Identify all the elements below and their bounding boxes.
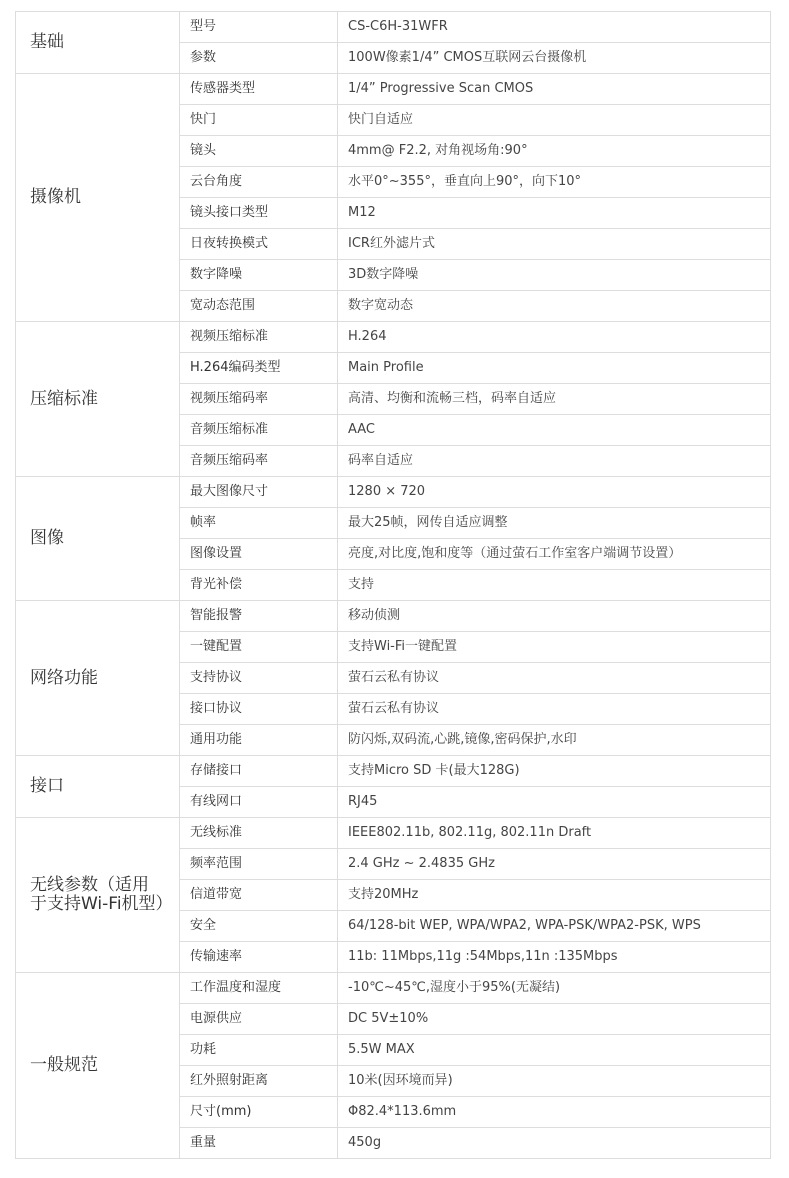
spec-name: 视频压缩码率 xyxy=(180,384,338,415)
spec-name: 传输速率 xyxy=(180,942,338,973)
spec-value: 3D数字降噪 xyxy=(338,260,771,291)
spec-row xyxy=(16,74,771,105)
spec-category: 压缩标准 xyxy=(16,322,180,477)
spec-name: 安全 xyxy=(180,911,338,942)
spec-value: 支持Wi-Fi一键配置 xyxy=(338,632,771,663)
spec-name: 参数 xyxy=(180,43,338,74)
spec-name: 快门 xyxy=(180,105,338,136)
spec-name: 日夜转换模式 xyxy=(180,229,338,260)
spec-row xyxy=(16,322,771,353)
spec-name: 图像设置 xyxy=(180,539,338,570)
spec-value: Main Profile xyxy=(338,353,771,384)
spec-value: Φ82.4*113.6mm xyxy=(338,1097,771,1128)
spec-value: 10米(因环境而异) xyxy=(338,1066,771,1097)
spec-name: 数字降噪 xyxy=(180,260,338,291)
spec-value: CS-C6H-31WFR xyxy=(338,12,771,43)
spec-value: 萤石云私有协议 xyxy=(338,694,771,725)
spec-name: 信道带宽 xyxy=(180,880,338,911)
spec-value: H.264 xyxy=(338,322,771,353)
spec-value: 移动侦测 xyxy=(338,601,771,632)
spec-category: 一般规范 xyxy=(16,973,180,1159)
spec-name: 功耗 xyxy=(180,1035,338,1066)
spec-name: 音频压缩码率 xyxy=(180,446,338,477)
spec-name: 红外照射距离 xyxy=(180,1066,338,1097)
spec-category: 基础 xyxy=(16,12,180,74)
spec-category: 无线参数（适用于支持Wi-Fi机型） xyxy=(16,818,180,973)
spec-value: -10℃~45℃,湿度小于95%(无凝结) xyxy=(338,973,771,1004)
spec-name: H.264编码类型 xyxy=(180,353,338,384)
spec-name: 最大图像尺寸 xyxy=(180,477,338,508)
spec-table-container xyxy=(15,11,770,1159)
spec-name: 无线标准 xyxy=(180,818,338,849)
spec-name: 重量 xyxy=(180,1128,338,1159)
spec-name: 接口协议 xyxy=(180,694,338,725)
spec-name: 尺寸(mm) xyxy=(180,1097,338,1128)
spec-value: DC 5V±10% xyxy=(338,1004,771,1035)
spec-category: 网络功能 xyxy=(16,601,180,756)
spec-value: M12 xyxy=(338,198,771,229)
spec-table xyxy=(15,11,771,1159)
spec-name: 帧率 xyxy=(180,508,338,539)
spec-value: AAC xyxy=(338,415,771,446)
spec-value: 100W像素1/4” CMOS互联网云台摄像机 xyxy=(338,43,771,74)
spec-name: 支持协议 xyxy=(180,663,338,694)
spec-value: 5.5W MAX xyxy=(338,1035,771,1066)
spec-value: 最大25帧，网传自适应调整 xyxy=(338,508,771,539)
spec-name: 云台角度 xyxy=(180,167,338,198)
spec-value: 亮度,对比度,饱和度等（通过萤石工作室客户端调节设置） xyxy=(338,539,771,570)
spec-value: 水平0°~355°，垂直向上90°，向下10° xyxy=(338,167,771,198)
spec-value: 数字宽动态 xyxy=(338,291,771,322)
spec-name: 宽动态范围 xyxy=(180,291,338,322)
spec-name: 镜头 xyxy=(180,136,338,167)
spec-value: 11b: 11Mbps,11g :54Mbps,11n :135Mbps xyxy=(338,942,771,973)
spec-name: 背光补偿 xyxy=(180,570,338,601)
spec-category: 摄像机 xyxy=(16,74,180,322)
spec-value: 4mm@ F2.2, 对角视场角:90° xyxy=(338,136,771,167)
spec-value: ICR红外滤片式 xyxy=(338,229,771,260)
spec-name: 传感器类型 xyxy=(180,74,338,105)
spec-name: 一键配置 xyxy=(180,632,338,663)
spec-value: 2.4 GHz ~ 2.4835 GHz xyxy=(338,849,771,880)
spec-name: 镜头接口类型 xyxy=(180,198,338,229)
spec-name: 型号 xyxy=(180,12,338,43)
spec-value: 64/128-bit WEP, WPA/WPA2, WPA-PSK/WPA2-PSK, WPS xyxy=(338,911,771,942)
spec-table-body xyxy=(16,12,771,1159)
spec-row xyxy=(16,818,771,849)
spec-category: 接口 xyxy=(16,756,180,818)
spec-value: 高清、均衡和流畅三档，码率自适应 xyxy=(338,384,771,415)
spec-name: 智能报警 xyxy=(180,601,338,632)
spec-value: IEEE802.11b, 802.11g, 802.11n Draft xyxy=(338,818,771,849)
spec-name: 有线网口 xyxy=(180,787,338,818)
spec-row xyxy=(16,477,771,508)
spec-name: 频率范围 xyxy=(180,849,338,880)
spec-row xyxy=(16,756,771,787)
spec-value: 萤石云私有协议 xyxy=(338,663,771,694)
spec-name: 音频压缩标准 xyxy=(180,415,338,446)
spec-value: 支持 xyxy=(338,570,771,601)
spec-value: 1/4” Progressive Scan CMOS xyxy=(338,74,771,105)
spec-row xyxy=(16,12,771,43)
spec-category: 图像 xyxy=(16,477,180,601)
spec-value: 快门自适应 xyxy=(338,105,771,136)
spec-name: 通用功能 xyxy=(180,725,338,756)
spec-value: 450g xyxy=(338,1128,771,1159)
spec-value: 支持20MHz xyxy=(338,880,771,911)
spec-name: 视频压缩标准 xyxy=(180,322,338,353)
spec-name: 存储接口 xyxy=(180,756,338,787)
spec-name: 工作温度和湿度 xyxy=(180,973,338,1004)
spec-name: 电源供应 xyxy=(180,1004,338,1035)
spec-value: 支持Micro SD 卡(最大128G) xyxy=(338,756,771,787)
spec-value: 防闪烁,双码流,心跳,镜像,密码保护,水印 xyxy=(338,725,771,756)
spec-value: 1280 × 720 xyxy=(338,477,771,508)
spec-row xyxy=(16,973,771,1004)
spec-row xyxy=(16,601,771,632)
spec-value: RJ45 xyxy=(338,787,771,818)
spec-value: 码率自适应 xyxy=(338,446,771,477)
